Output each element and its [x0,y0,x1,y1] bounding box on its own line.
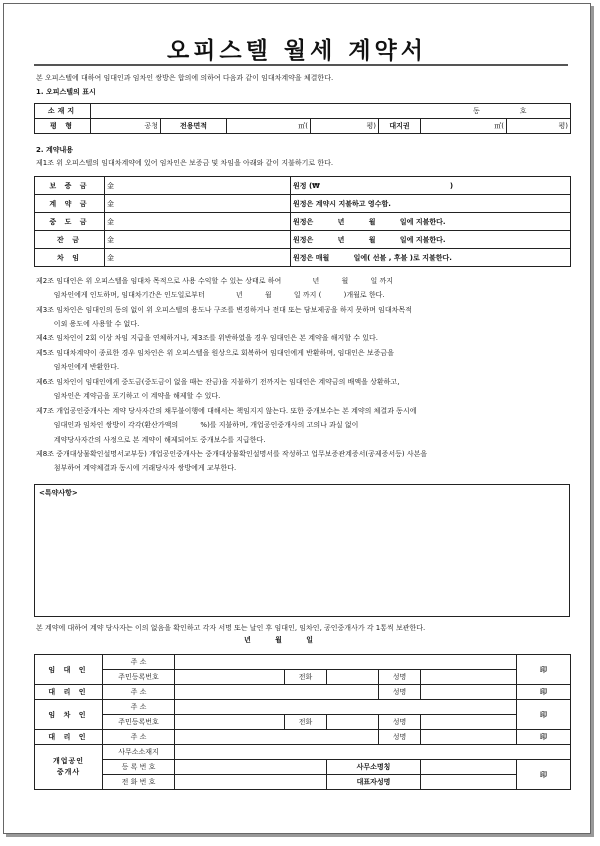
lessor-agent-seal[interactable]: 印 [517,685,571,700]
lessor-seal[interactable]: 印 [517,655,571,685]
article-line: 제6조 임차인이 임대인에게 중도금(중도금이 없을 때는 잔금)을 지불하기 전까지는 임대인은 계약금의 배액을 상환하고, [36,378,400,386]
signature-table [34,654,571,790]
lessor-phone-label: 전화 [285,670,327,685]
office-phone-field[interactable] [175,775,327,790]
lessee-address-field[interactable] [175,700,517,715]
payment-terms: 원정 (₩ ) [291,177,571,195]
intro-text: 본 오피스텔에 대하여 임대인과 임차인 쌍방은 합의에 의하여 다음과 같이 임대차계약을 체결한다. [36,74,334,82]
lessor-agent-address-field[interactable] [175,685,379,700]
payment-row [35,213,571,231]
article-line: 계약당사자간의 사정으로 본 계약이 해제되어도 중개보수를 지급한다. [36,436,266,444]
article-line: 제2조 임대인은 위 오피스텔을 임대차 목적으로 사용 수익할 수 있는 상태로 하여 년 월 일 까지 [36,277,394,285]
lessor-id-label: 주민등록번호 [103,670,175,685]
lessor-agent-name-label: 성명 [379,685,421,700]
lessor-address-field[interactable] [175,655,517,670]
location-field[interactable]: 동 호 [91,104,571,119]
payment-row [35,177,571,195]
payment-amount[interactable]: 金 [105,177,291,195]
title-rule [34,64,568,66]
special-terms-label: <특약사항> [39,489,78,497]
article-line: 제3조 임차인은 임대인의 동의 없이 위 오피스텔의 용도나 구조를 변경하거나 전대 또는 담보제공을 하지 못하며 임대차목적 [36,306,412,314]
payment-terms: 원정은 매월 일에( 선불 , 후불 )로 지불한다. [291,249,571,267]
article-line: 임대인과 임차인 쌍방이 각각(환산가액의 %)를 지불하며, 개업공인중개사의 고의나 과실 없이 [36,421,359,429]
lessor-address-label: 주 소 [103,655,175,670]
office-name-field[interactable] [421,760,517,775]
payment-terms: 원정은 년 월 일에 지불한다. [291,231,571,249]
reg-number-field[interactable] [175,760,327,775]
lessee-label: 임 차 인 [35,700,103,730]
lessor-label: 임 대 인 [35,655,103,685]
payment-label: 잔 금 [35,231,105,249]
section1-heading: 1. 오피스텔의 표시 [36,88,96,96]
property-table [34,103,571,134]
article-line: 임차인에게 반환한다. [36,363,120,371]
area-label: 평 형 [35,119,91,134]
location-label: 소재지 [35,104,91,119]
article1-text: 제1조 위 오피스텔의 임대차계약에 있어 임차인은 보증금 및 차임을 아래와 같이 지불하기로 한다. [36,159,334,167]
payment-table [34,176,571,267]
contract-page [3,3,591,834]
lessee-seal[interactable]: 印 [517,700,571,730]
article-line: 임차인은 계약금을 포기하고 이 계약을 해제할 수 있다. [36,392,221,400]
area-prefix: 공청 [91,119,161,134]
lessor-name-label: 성명 [379,670,421,685]
office-phone-label: 전 화 번 호 [103,775,175,790]
office-address-label: 사무소소재지 [103,745,175,760]
office-address-field[interactable] [175,745,571,760]
payment-row [35,249,571,267]
exclusive-area-pyeong[interactable]: 평) [311,119,379,134]
payment-row [35,231,571,249]
lessee-name-field[interactable] [421,715,517,730]
payment-label: 계 약 금 [35,195,105,213]
lessee-agent-name-field[interactable] [421,730,517,745]
special-terms-box[interactable] [34,484,570,617]
lessor-agent-address-label: 주 소 [103,685,175,700]
article-line: 이외 용도에 사용할 수 없다. [36,320,140,328]
article-line: 제4조 임차인이 2회 이상 차임 지급을 연체하거나, 제3조를 위반하였을 경우 임대인은 본 계약을 해지할 수 있다. [36,334,378,342]
article-line: 제5조 임대차계약이 종료한 경우 임차인은 위 오피스텔을 원상으로 회복하여 임대인에게 반환하며, 임대인은 보증금을 [36,349,394,357]
lessor-name-field[interactable] [421,670,517,685]
rep-name-label: 대표자성명 [327,775,421,790]
payment-amount[interactable]: 金 [105,249,291,267]
section2-heading: 2. 계약내용 [36,146,74,154]
payment-amount[interactable]: 金 [105,213,291,231]
land-right-unit[interactable]: ㎡( [421,119,507,134]
lessor-id-field[interactable] [175,670,285,685]
payment-terms: 원정은 년 월 일에 지불한다. [291,213,571,231]
payment-label: 중 도 금 [35,213,105,231]
payment-amount[interactable]: 金 [105,195,291,213]
lessee-agent-name-label: 성명 [379,730,421,745]
lessee-phone-label: 전화 [285,715,327,730]
lessee-agent-label: 대 리 인 [35,730,103,745]
lessor-agent-name-field[interactable] [421,685,517,700]
payment-label: 차 임 [35,249,105,267]
document-title: 오피스텔 월세 계약서 [167,38,427,64]
broker-label: 개업공인 중개사 [35,745,103,790]
land-right-pyeong[interactable]: 평) [507,119,571,134]
lessee-id-label: 주민등록번호 [103,715,175,730]
lessee-phone-field[interactable] [327,715,379,730]
article-line: 제8조 중개대상물확인설명서교부등) 개업공인중개사는 중개대상물확인설명서를 작성하고 업무보증관계증서(공제증서등) 사본을 [36,450,428,458]
exclusive-area-unit[interactable]: ㎡( [227,119,311,134]
lessee-id-field[interactable] [175,715,285,730]
lessee-agent-address-field[interactable] [175,730,379,745]
rep-name-field[interactable] [421,775,517,790]
article-line: 첨부하여 계약체결과 동시에 거래당사자 쌍방에게 교부한다. [36,464,237,472]
lessee-agent-seal[interactable]: 印 [517,730,571,745]
article-line: 임차인에게 인도하며, 임대차기간은 인도일로부터 년 월 일 까지 ( )개월로 한다. [36,291,385,299]
payment-amount[interactable]: 金 [105,231,291,249]
exclusive-area-label: 전용면적 [161,119,227,134]
lessee-name-label: 성명 [379,715,421,730]
contract-date[interactable]: 년 월 일 [244,636,314,644]
payment-row [35,195,571,213]
reg-number-label: 등 록 번 호 [103,760,175,775]
article-line: 제7조 개업공인중개사는 계약 당사자간의 채무불이행에 대해서는 책임지지 않는다. 또한 중개보수는 본 계약의 체결과 동시에 [36,407,417,415]
office-name-label: 사무소명칭 [327,760,421,775]
broker-seal[interactable]: 印 [517,760,571,790]
closing-text: 본 계약에 대하여 계약 당사자는 이의 없음을 확인하고 각자 서명 또는 날인 후 임대인, 임차인, 공인중개사가 각 1통씩 보관한다. [36,624,426,632]
lessee-agent-address-label: 주 소 [103,730,175,745]
lessor-phone-field[interactable] [327,670,379,685]
lessor-agent-label: 대 리 인 [35,685,103,700]
payment-label: 보 증 금 [35,177,105,195]
lessee-address-label: 주 소 [103,700,175,715]
payment-terms: 원정은 계약시 지불하고 영수함. [291,195,571,213]
land-right-label: 대지권 [379,119,421,134]
